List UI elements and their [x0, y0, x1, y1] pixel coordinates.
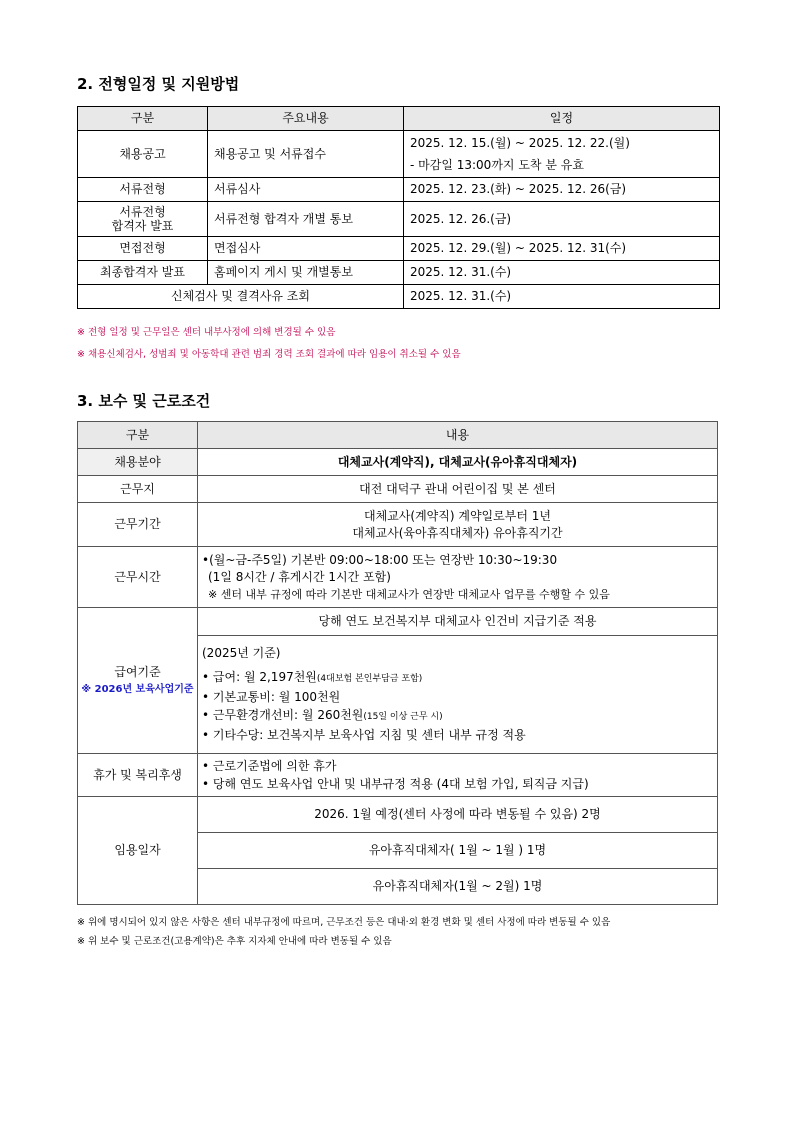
row-label: 근무시간	[78, 547, 198, 608]
row-value	[198, 547, 718, 608]
row-label: 채용분야	[78, 449, 198, 476]
row-value: 유아휴직대체자(1월 ~ 2월) 1명	[198, 869, 718, 905]
row-content: 서류심사	[208, 178, 404, 202]
row-date: 2025. 12. 29.(월) ~ 2025. 12. 31(수)	[404, 237, 720, 261]
section3-title: 3. 보수 및 근로조건	[77, 392, 211, 410]
conditions-table	[77, 421, 718, 905]
pay-item: • 급여: 월 2,197천원(4대보험 본인부담금 포함)	[202, 668, 711, 688]
table-row	[78, 797, 718, 833]
row-date: 2025. 12. 31.(수)	[404, 285, 720, 309]
section2-title: 2. 전형일정 및 지원방법	[77, 75, 240, 93]
row-content: 홈페이지 게시 및 개별통보	[208, 261, 404, 285]
table-row	[78, 131, 720, 178]
section3-note: ※ 위 보수 및 근로조건(고용계약)은 추후 지자체 안내에 따라 변동될 수 있음	[77, 936, 392, 947]
row-label: 임용일자	[78, 797, 198, 905]
header-content: 내용	[198, 422, 718, 449]
schedule-table	[77, 106, 720, 309]
row-content: 면접심사	[208, 237, 404, 261]
pay-year: (2025년 기준)	[202, 646, 281, 660]
row-cat: 면접전형	[78, 237, 208, 261]
row-cat-line2: 합격자 발표	[111, 219, 174, 233]
row-cat: 신체검사 및 결격사유 조회	[78, 285, 404, 309]
header-cat: 구분	[78, 107, 208, 131]
row-date-line: 2025. 12. 15.(월) ~ 2025. 12. 22.(월)	[410, 135, 630, 150]
header-content: 주요내용	[208, 107, 404, 131]
row-date: 2025. 12. 31.(수)	[404, 261, 720, 285]
table-row	[78, 285, 720, 309]
row-label: 근무기간	[78, 503, 198, 547]
pay-item: • 기타수당: 보건복지부 보육사업 지침 및 센터 내부 규정 적용	[202, 726, 711, 744]
table-row	[78, 476, 718, 503]
row-value	[198, 754, 718, 797]
table-row	[78, 202, 720, 237]
row-label	[78, 608, 198, 754]
table-row	[78, 449, 718, 476]
table-row	[78, 237, 720, 261]
period-line2: 대체교사(육아휴직대체자) 유아휴직기간	[352, 525, 563, 540]
pay-item: • 근무환경개선비: 월 260천원(15일 이상 근무 시)	[202, 706, 711, 726]
row-cat: 최종합격자 발표	[78, 261, 208, 285]
row-cat-line1: 서류전형	[119, 205, 166, 219]
row-date	[404, 131, 720, 178]
table-row	[78, 178, 720, 202]
period-line1: 대체교사(계약직) 계약일로부터 1년	[364, 508, 551, 523]
table-row	[78, 608, 718, 636]
row-value: 유아휴직대체자( 1월 ~ 1월 ) 1명	[198, 833, 718, 869]
row-value	[198, 636, 718, 754]
header-cat: 구분	[78, 422, 198, 449]
row-label: 휴가 및 복리후생	[78, 754, 198, 797]
pay-label: 급여기준	[114, 664, 161, 679]
leave-item: • 근로기준법에 의한 휴가	[202, 757, 711, 775]
table-row	[78, 754, 718, 797]
row-value: 당해 연도 보건복지부 대체교사 인건비 지급기준 적용	[198, 608, 718, 636]
row-cat	[78, 202, 208, 237]
table-row	[78, 503, 718, 547]
table-row	[78, 547, 718, 608]
row-cat: 채용공고	[78, 131, 208, 178]
table-row	[78, 261, 720, 285]
pay-item: • 기본교통비: 월 100천원	[202, 688, 711, 706]
row-date: 2025. 12. 23.(화) ~ 2025. 12. 26(금)	[404, 178, 720, 202]
section2-note: ※ 채용신체검사, 성범죄 및 아동학대 관련 범죄 경력 조회 결과에 따라 임용이 취소될 수 있음	[77, 349, 461, 360]
row-cat: 서류전형	[78, 178, 208, 202]
hours-line3: ※ 센터 내부 규정에 따라 기본반 대체교사가 연장반 대체교사 업무를 수행할 수 있음	[208, 587, 610, 601]
section3-note: ※ 위에 명시되어 있지 않은 사항은 센터 내부규정에 따르며, 근무조건 등은 대내·외 환경 변화 및 센터 사정에 따라 변동될 수 있음	[77, 917, 611, 928]
row-content: 채용공고 및 서류접수	[208, 131, 404, 178]
leave-item: • 당해 연도 보육사업 안내 및 내부규정 적용 (4대 보험 가입, 퇴직금 지급)	[202, 775, 711, 793]
row-value: 대체교사(계약직), 대체교사(유아휴직대체자)	[198, 449, 718, 476]
pay-sublabel: ※ 2026년 보육사업기준	[81, 683, 194, 695]
row-value	[198, 503, 718, 547]
row-value: 대전 대덕구 관내 어린이집 및 본 센터	[198, 476, 718, 503]
section2-note: ※ 전형 일정 및 근무일은 센터 내부사정에 의해 변경될 수 있음	[77, 327, 336, 338]
row-date: 2025. 12. 26.(금)	[404, 202, 720, 237]
row-content: 서류전형 합격자 개별 통보	[208, 202, 404, 237]
row-date-note: - 마감일 13:00까지 도착 분 유효	[410, 157, 584, 172]
hours-line2: (1일 8시간 / 휴게시간 1시간 포함)	[208, 569, 391, 584]
row-value: 2026. 1월 예정(센터 사정에 따라 변동될 수 있음) 2명	[198, 797, 718, 833]
hours-line1: •(월~금-주5일) 기본반 09:00~18:00 또는 연장반 10:30~19:30	[202, 552, 558, 567]
row-label: 근무지	[78, 476, 198, 503]
header-date: 일정	[404, 107, 720, 131]
